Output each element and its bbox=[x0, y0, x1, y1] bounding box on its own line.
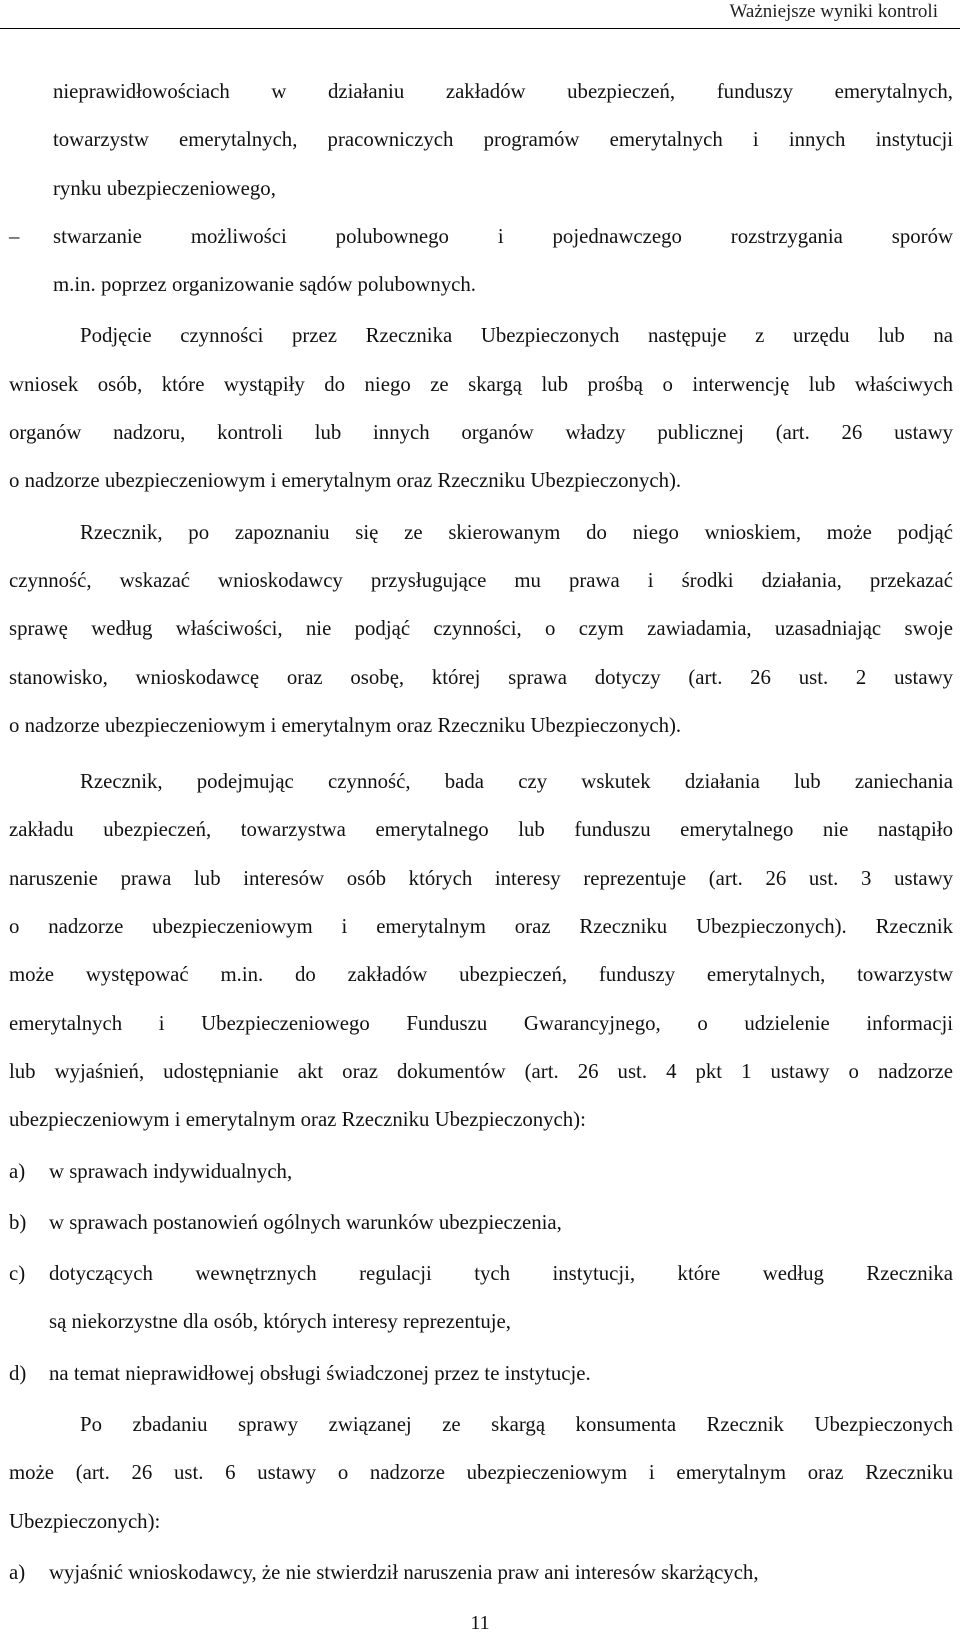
running-header-title: Ważniejsze wyniki kontroli bbox=[729, 1, 938, 22]
list-item bbox=[9, 1199, 953, 1247]
list-marker: – bbox=[9, 224, 20, 248]
text-line: wniosek osób, które wystąpiły do niego ze skargą lub prośbą o interwencję lub właściwych bbox=[9, 372, 953, 396]
text-line: naruszenie prawa lub interesów osób których interesy reprezentuje (art. 26 ust. 3 ustawy bbox=[9, 866, 953, 890]
text-line: Po zbadaniu sprawy związanej ze skargą konsumenta Rzecznik Ubezpieczonych bbox=[80, 1413, 953, 1437]
text-line: Ubezpieczonych): bbox=[9, 1509, 161, 1533]
list-item-text: dotyczących wewnętrznych regulacji tych instytucji, które według Rzecznika bbox=[49, 1262, 953, 1286]
text-line: m.in. poprzez organizowanie sądów polubownych. bbox=[53, 273, 476, 297]
text-line: stanowisko, wnioskodawcę oraz osobę, której sprawa dotyczy (art. 26 ust. 2 ustawy bbox=[9, 665, 953, 689]
text-line: nieprawidłowościach w działaniu zakładów ubezpieczeń, funduszy emerytalnych, bbox=[53, 80, 953, 103]
list-marker: a) bbox=[9, 1560, 26, 1584]
text-line: ubezpieczeniowym i emerytalnym oraz Rzeczniku Ubezpieczonych): bbox=[9, 1108, 586, 1132]
text-line: może występować m.in. do zakładów ubezpieczeń, funduszy emerytalnych, towarzystw bbox=[9, 963, 953, 987]
page-number: 11 bbox=[470, 1612, 490, 1634]
list-item bbox=[9, 1148, 953, 1196]
text-line: czynność, wskazać wnioskodawcy przysługujące mu prawa i środki działania, przekazać bbox=[9, 568, 953, 592]
list-item-text: w sprawach indywidualnych, bbox=[49, 1159, 293, 1183]
list-item-text: wyjaśnić wnioskodawcy, że nie stwierdził naruszenia praw ani interesów skarżących, bbox=[49, 1560, 759, 1584]
text-line: Podjęcie czynności przez Rzecznika Ubezpieczonych następuje z urzędu lub na bbox=[80, 324, 953, 348]
text-line: sprawę według właściwości, nie podjąć czynności, o czym zawiadamia, uzasadniając swoje bbox=[9, 617, 953, 641]
text-line: Rzecznik, po zapoznaniu się ze skierowanym do niego wnioskiem, może podjąć bbox=[80, 520, 953, 544]
list-item bbox=[9, 1549, 953, 1597]
list-item-text: stwarzanie możliwości polubownego i pojednawczego rozstrzygania sporów bbox=[53, 224, 953, 248]
text-line: o nadzorze ubezpieczeniowym i emerytalnym oraz Rzeczniku Ubezpieczonych). Rzecznik bbox=[9, 915, 953, 939]
text-line: rynku ubezpieczeniowego, bbox=[53, 176, 276, 200]
list-item-text: na temat nieprawidłowej obsługi świadczonej przez te instytucje. bbox=[49, 1361, 591, 1385]
list-item bbox=[9, 213, 953, 261]
list-marker: b) bbox=[9, 1210, 27, 1234]
text-line: Rzecznik, podejmując czynność, bada czy wskutek działania lub zaniechania bbox=[80, 770, 953, 794]
text-line: są niekorzystne dla osób, których interesy reprezentuje, bbox=[49, 1310, 511, 1334]
document-body bbox=[9, 68, 953, 1597]
page-header bbox=[0, 0, 960, 36]
list-item bbox=[9, 1350, 953, 1398]
text-line: lub wyjaśnień, udostępnianie akt oraz dokumentów (art. 26 ust. 4 pkt 1 ustawy o nadzorze bbox=[9, 1059, 953, 1083]
text-line: zakładu ubezpieczeń, towarzystwa emerytalnego lub funduszu emerytalnego nie nastąpiło bbox=[9, 818, 953, 842]
list-marker: a) bbox=[9, 1159, 26, 1183]
text-line: może (art. 26 ust. 6 ustawy o nadzorze ubezpieczeniowym i emerytalnym oraz Rzeczniku bbox=[9, 1461, 953, 1485]
list-marker: c) bbox=[9, 1262, 26, 1286]
list-item bbox=[9, 1250, 953, 1298]
text-line: o nadzorze ubezpieczeniowym i emerytalnym oraz Rzeczniku Ubezpieczonych). bbox=[9, 713, 682, 737]
text-line: o nadzorze ubezpieczeniowym i emerytalnym oraz Rzeczniku Ubezpieczonych). bbox=[9, 469, 682, 493]
list-item-text: w sprawach postanowień ogólnych warunków ubezpieczenia, bbox=[49, 1210, 562, 1234]
text-line: organów nadzoru, kontroli lub innych organów władzy publicznej (art. 26 ustawy bbox=[9, 421, 953, 445]
paragraph-gap bbox=[9, 750, 953, 758]
header-rule bbox=[0, 28, 960, 29]
list-marker: d) bbox=[9, 1361, 27, 1385]
text-line: emerytalnych i Ubezpieczeniowego Funduszu Gwarancyjnego, o udzielenie informacji bbox=[9, 1011, 953, 1035]
text-line: towarzystw emerytalnych, pracowniczych programów emerytalnych i innych instytucji bbox=[53, 128, 953, 152]
